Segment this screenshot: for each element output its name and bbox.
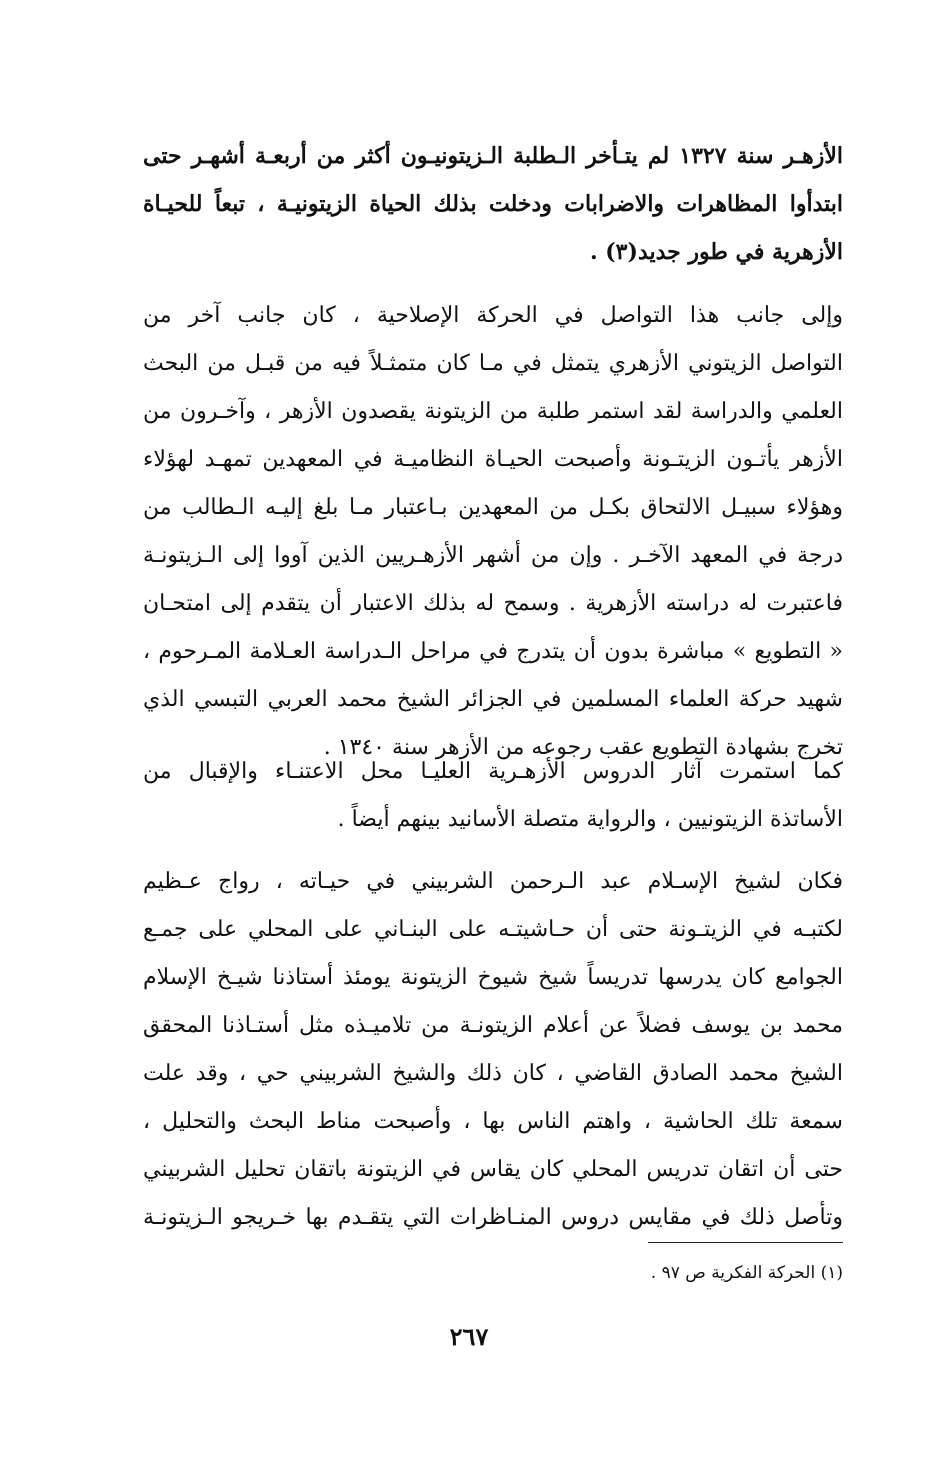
text-line: « التطويع » مباشرة بدون أن يتدرج في مراحل الـدراسة العـلامة المـرحوم ، (143, 639, 843, 664)
text-line: الأزهر يأتـون الزيتـونة وأصبحت الحيـاة النظاميـة في المعهدين تمهـد لهؤلاء (143, 447, 843, 472)
text-line: شهيد حركة العلماء المسلمين في الجزائر الشيخ محمد العربي التبسي الذي (143, 687, 843, 712)
text-line: محمد بن يوسف فضلاً عن أعلام الزيتونـة من تلاميـذه مثل أستـاذنا المحقق (143, 1013, 843, 1038)
text-line: الأزهـر سنة ١٣٢٧ لم يتـأخر الـطلبة الـزيتونيـون أكثر من أربعـة أشهـر حتى (143, 143, 843, 169)
text-line: الأساتذة الزيتونيين ، والرواية متصلة الأسانيد بينهم أيضاً . (337, 807, 843, 832)
text-line: وتأصل ذلك في مقايس دروس المنـاظرات التي يتقـدم بها خـريجو الـزيتونـة (143, 1205, 843, 1230)
text-line: الجوامع كان يدرسها تدريساً شيخ شيوخ الزيتونة يومئذ أستاذنا شيـخ الإسلام (143, 965, 843, 990)
text-line: التواصل الزيتوني الأزهري يتمثل في مـا كان متمثـلاً فيه من قبـل من البحث (143, 351, 843, 376)
paragraph-1 (143, 132, 843, 276)
footnote: (١) الحركة الفكرية ص ٩٧ . (650, 1263, 843, 1283)
text-line: درجة في المعهد الآخـر . وإن من أشهر الأزهـريين الذين آووا إلى الـزيتونـة (143, 543, 843, 568)
paragraph-2 (143, 292, 843, 772)
footnote-divider (648, 1242, 843, 1243)
paragraph-4 (143, 858, 843, 1242)
text-line: العلمي والدراسة لقد استمر طلبة من الزيتونة يقصدون الأزهر ، وآخـرون من (143, 399, 843, 424)
text-line: حتى أن اتقان تدريس المحلي كان يقاس في الزيتونة باتقان تحليل الشربيني (143, 1157, 843, 1182)
text-line: الشيخ محمد الصادق القاضي ، كان ذلك والشيخ الشربيني حي ، وقد علت (143, 1061, 843, 1086)
text-line: سمعة تلك الحاشية ، واهتم الناس بها ، وأصبحت مناط البحث والتحليل ، (143, 1109, 843, 1134)
paragraph-3 (143, 748, 843, 844)
text-line: تخرج بشهادة التطويع عقب رجوعه من الأزهر سنة ١٣٤٠ . (323, 735, 843, 760)
text-line: كما استمرت آثار الدروس الأزهـرية العليـا محل الاعتنـاء والإقبال من (143, 759, 843, 784)
page-number: ٢٦٧ (449, 1322, 489, 1351)
text-line: فاعتبرت له دراسته الأزهرية . وسمح له بذلك الاعتبار أن يتقدم إلى امتحـان (143, 591, 843, 616)
text-line: وإلى جانب هذا التواصل في الحركة الإصلاحية ، كان جانب آخر من (143, 303, 843, 328)
text-line: الأزهرية في طور جديد(٣) . (589, 239, 843, 265)
text-line: فكان لشيخ الإسـلام عبد الـرحمن الشربيني في حيـاته ، رواج عـظيم (143, 869, 843, 894)
text-line: وهؤلاء سبيـل الالتحاق بكـل من المعهدين بـاعتبار مـا بلغ إليـه الـطالب من (143, 495, 843, 520)
text-line: لكتبـه في الزيتـونة حتى أن حـاشيتـه على البنـاني على المحلي على جمـع (143, 917, 843, 942)
text-line: ابتدأوا المظاهرات والاضرابات ودخلت بذلك الحياة الزيتونيـة ، تبعاً للحيـاة (143, 191, 843, 217)
